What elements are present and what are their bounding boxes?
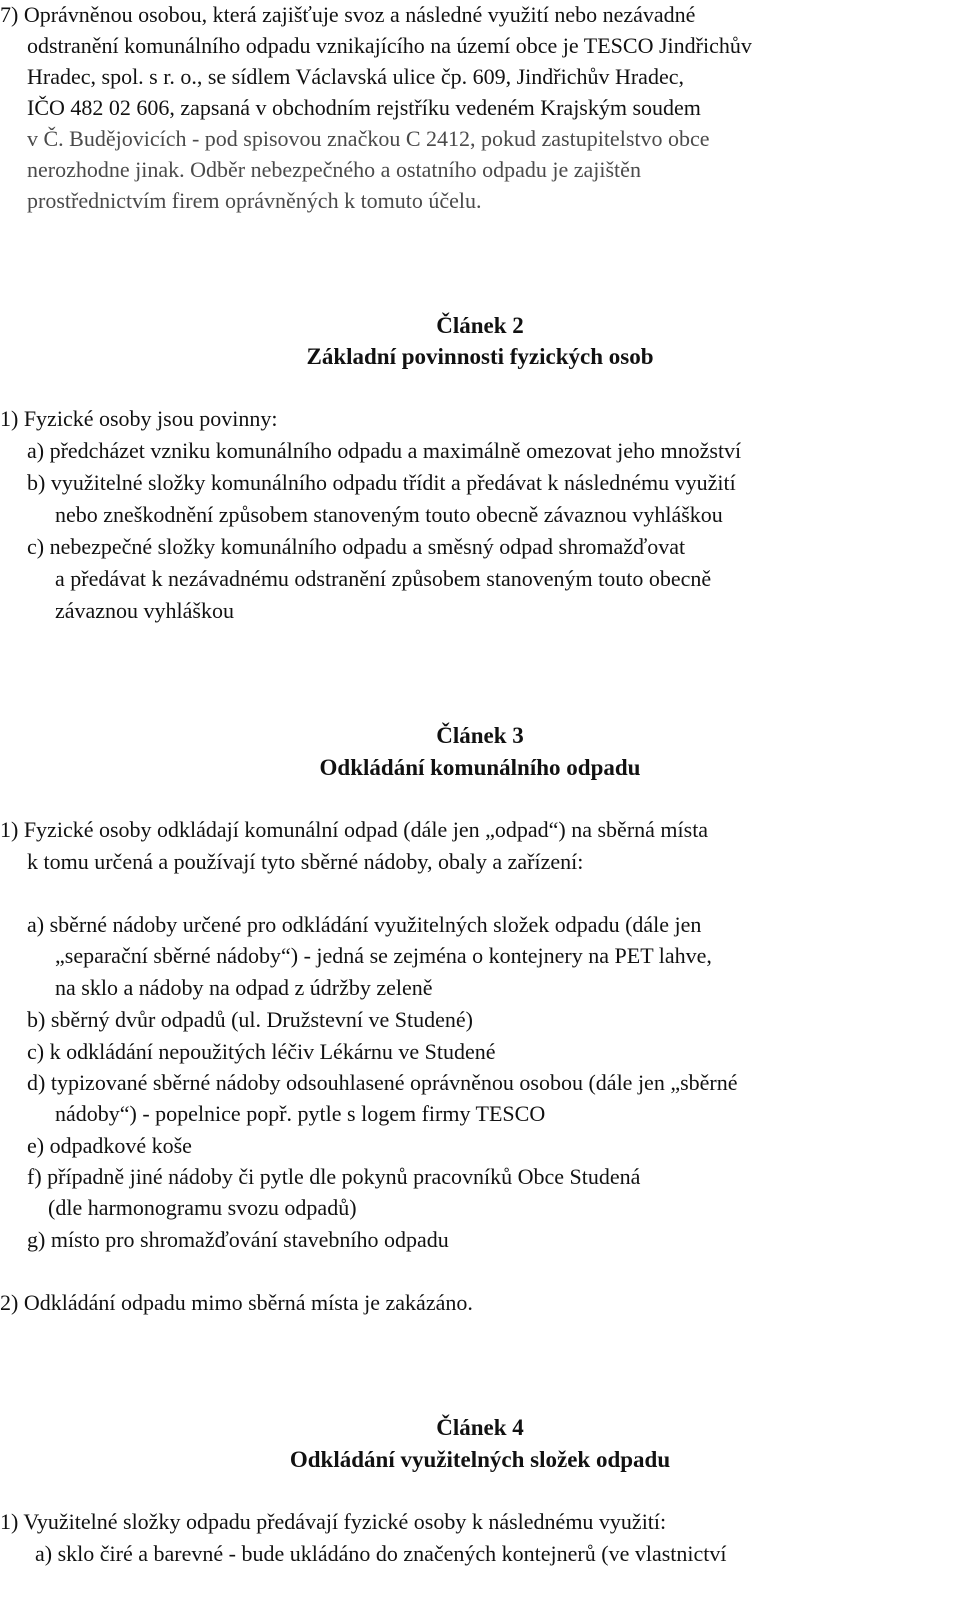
article-3-line: d) typizované sběrné nádoby odsouhlasené oprávněnou osobou (dále jen „sběrné xyxy=(27,1070,738,1095)
article-4-title: Odkládání využitelných složek odpadu xyxy=(289,1447,671,1472)
intro-line: IČO 482 02 606, zapsaná v obchodním rejstříku vedeném Krajským soudem xyxy=(27,95,701,120)
article-4-line: a) sklo čiré a barevné - bude ukládáno do značených kontejnerů (ve vlastnictví xyxy=(35,1541,727,1566)
article-3-line: e) odpadkové koše xyxy=(27,1133,192,1158)
article-4-number: Článek 4 xyxy=(436,1415,524,1440)
article-3-line: 1) Fyzické osoby odkládají komunální odpad (dále jen „odpad“) na sběrná místa xyxy=(0,817,709,842)
article-2-line: c) nebezpečné složky komunálního odpadu a směsný odpad shromažďovat xyxy=(27,534,686,559)
article-3-line: a) sběrné nádoby určené pro odkládání využitelných složek odpadu (dále jen xyxy=(27,912,702,937)
article-4-line: 1) Využitelné složky odpadu předávají fyzické osoby k následnému využití: xyxy=(0,1509,667,1534)
article-2-line: závaznou vyhláškou xyxy=(55,598,234,623)
article-3-line: nádoby“) - popelnice popř. pytle s logem firmy TESCO xyxy=(55,1101,546,1126)
article-2-line: a) předcházet vzniku komunálního odpadu a maximálně omezovat jeho množství xyxy=(27,438,742,463)
intro-line: Hradec, spol. s r. o., se sídlem Václavská ulice čp. 609, Jindřichův Hradec, xyxy=(27,64,684,89)
article-2-line: a předávat k nezávadnému odstranění způsobem stanoveným touto obecně xyxy=(55,566,712,591)
article-3-line: k tomu určená a používají tyto sběrné nádoby, obaly a zařízení: xyxy=(27,849,584,874)
article-3-line: „separační sběrné nádoby“) - jedná se zejména o kontejnery na PET lahve, xyxy=(55,943,712,968)
intro-line: 7) Oprávněnou osobou, která zajišťuje svoz a následné využití nebo nezávadné xyxy=(0,2,696,27)
article-2-line: b) využitelné složky komunálního odpadu třídit a předávat k následnému využití xyxy=(27,470,736,495)
article-2-title: Základní povinnosti fyzických osob xyxy=(306,344,654,369)
article-3-number: Článek 3 xyxy=(436,723,524,748)
article-3-line: c) k odkládání nepoužitých léčiv Lékárnu ve Studené xyxy=(27,1039,496,1064)
article-3-line: g) místo pro shromažďování stavebního odpadu xyxy=(27,1227,449,1252)
article-2-line: 1) Fyzické osoby jsou povinny: xyxy=(0,406,278,431)
intro-line: odstranění komunálního odpadu vznikajícího na území obce je TESCO Jindřichův xyxy=(27,33,752,58)
article-3-line: na sklo a nádoby na odpad z údržby zeleně xyxy=(55,975,433,1000)
article-3-line: 2) Odkládání odpadu mimo sběrná místa je zakázáno. xyxy=(0,1290,473,1315)
article-3-line: b) sběrný dvůr odpadů (ul. Družstevní ve Studené) xyxy=(27,1007,474,1032)
intro-line: nerozhodne jinak. Odběr nebezpečného a ostatního odpadu je zajištěn xyxy=(27,157,641,182)
article-2-line: nebo zneškodnění způsobem stanoveným touto obecně závaznou vyhláškou xyxy=(55,502,723,527)
article-3-line: f) případně jiné nádoby či pytle dle pokynů pracovníků Obce Studená xyxy=(27,1164,641,1189)
intro-line: prostřednictvím firem oprávněných k tomuto účelu. xyxy=(27,188,482,213)
article-3-title: Odkládání komunálního odpadu xyxy=(319,755,641,780)
intro-line: v Č. Budějovicích - pod spisovou značkou C 2412, pokud zastupitelstvo obce xyxy=(27,126,710,151)
article-3-line: (dle harmonogramu svozu odpadů) xyxy=(48,1195,357,1220)
article-2-number: Článek 2 xyxy=(436,313,524,338)
